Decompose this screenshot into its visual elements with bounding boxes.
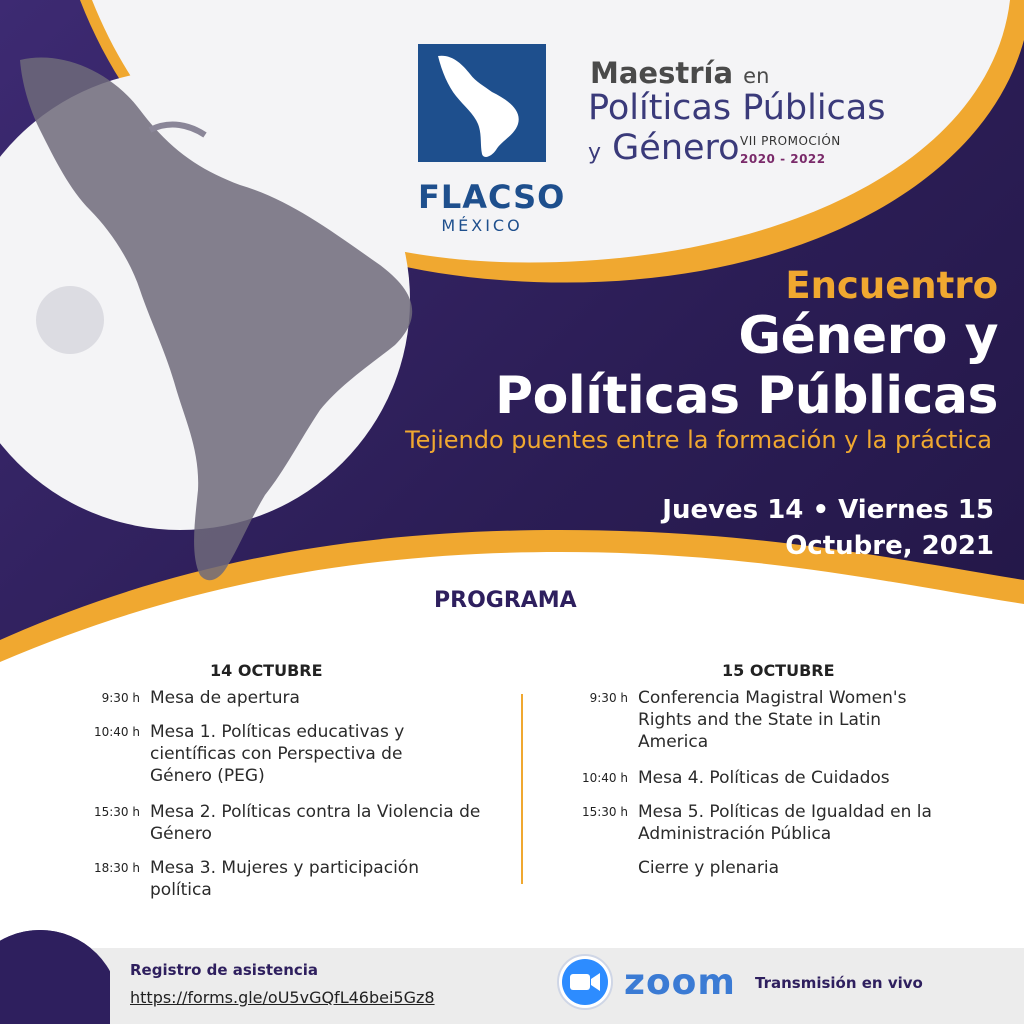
flacso-country: MÉXICO (441, 216, 523, 235)
agenda-time: 15:30 h (93, 805, 140, 819)
agenda-text: Conferencia Magistral Women's Rights and the State in Latin America (638, 688, 907, 752)
promocion-years: 2020 - 2022 (740, 152, 826, 166)
event-title-line1: Género y (738, 306, 998, 366)
agenda-time (580, 857, 628, 879)
flacso-logo (418, 44, 546, 162)
agenda-time: 10:40 h (93, 725, 140, 739)
program-maestria: Maestría (590, 56, 734, 90)
zoom-wordmark: zoom (624, 962, 736, 1003)
agenda-time: 10:40 h (581, 771, 628, 785)
flacso-wordmark: FLACSO (418, 178, 566, 216)
agenda-heading: PROGRAMA (434, 588, 577, 613)
footer-corner-shape (0, 930, 110, 1024)
agenda-time: 18:30 h (93, 861, 140, 875)
program-y: y (588, 140, 602, 165)
agenda-item (580, 857, 1000, 879)
registration-label: Registro de asistencia (130, 961, 319, 979)
agenda-text: Mesa 1. Políticas educativas y científicas con Perspectiva de Género (PEG) (150, 722, 405, 786)
agenda-item (92, 801, 512, 845)
registration-link[interactable]: https://forms.gle/oU5vGQfL46bei5Gz8 (130, 988, 435, 1007)
agenda-item (92, 857, 512, 901)
program-title-line3 (588, 128, 740, 168)
event-title-line2: Políticas Públicas (494, 366, 998, 426)
program-title-line2: Políticas Públicas (588, 88, 886, 128)
agenda-item (92, 721, 452, 787)
agenda-item (580, 767, 1000, 789)
promocion-label: VII PROMOCIÓN (740, 134, 841, 148)
agenda-text: Cierre y plenaria (638, 858, 779, 878)
agenda-time: 15:30 h (581, 805, 628, 819)
agenda-text: Mesa 2. Políticas contra la Violencia de Género (150, 802, 481, 844)
agenda-text: Mesa 4. Políticas de Cuidados (638, 768, 890, 788)
agenda-time: 9:30 h (589, 691, 628, 705)
agenda-item (580, 801, 1000, 845)
agenda-text: Mesa de apertura (150, 688, 300, 708)
program-en: en (743, 64, 770, 88)
zoom-video-icon (557, 954, 613, 1010)
agenda-time: 9:30 h (101, 691, 140, 705)
event-subtitle: Tejiendo puentes entre la formación y la práctica (405, 426, 992, 454)
day2-title: 15 OCTUBRE (722, 661, 835, 680)
live-broadcast-label: Transmisión en vivo (755, 974, 923, 992)
agenda-item (92, 687, 512, 709)
agenda-text: Mesa 5. Políticas de Igualdad en la Administración Pública (638, 802, 932, 844)
agenda-text: Mesa 3. Mujeres y participación política (150, 858, 419, 900)
event-kicker: Encuentro (785, 264, 998, 307)
event-dates-line1: Jueves 14 • Viernes 15 (662, 495, 994, 525)
program-genero: Género (612, 128, 740, 168)
column-divider (521, 694, 523, 884)
agenda-item (580, 687, 1000, 753)
program-title-line1 (590, 56, 769, 90)
event-dates-line2: Octubre, 2021 (785, 531, 994, 561)
day1-title: 14 OCTUBRE (210, 661, 323, 680)
